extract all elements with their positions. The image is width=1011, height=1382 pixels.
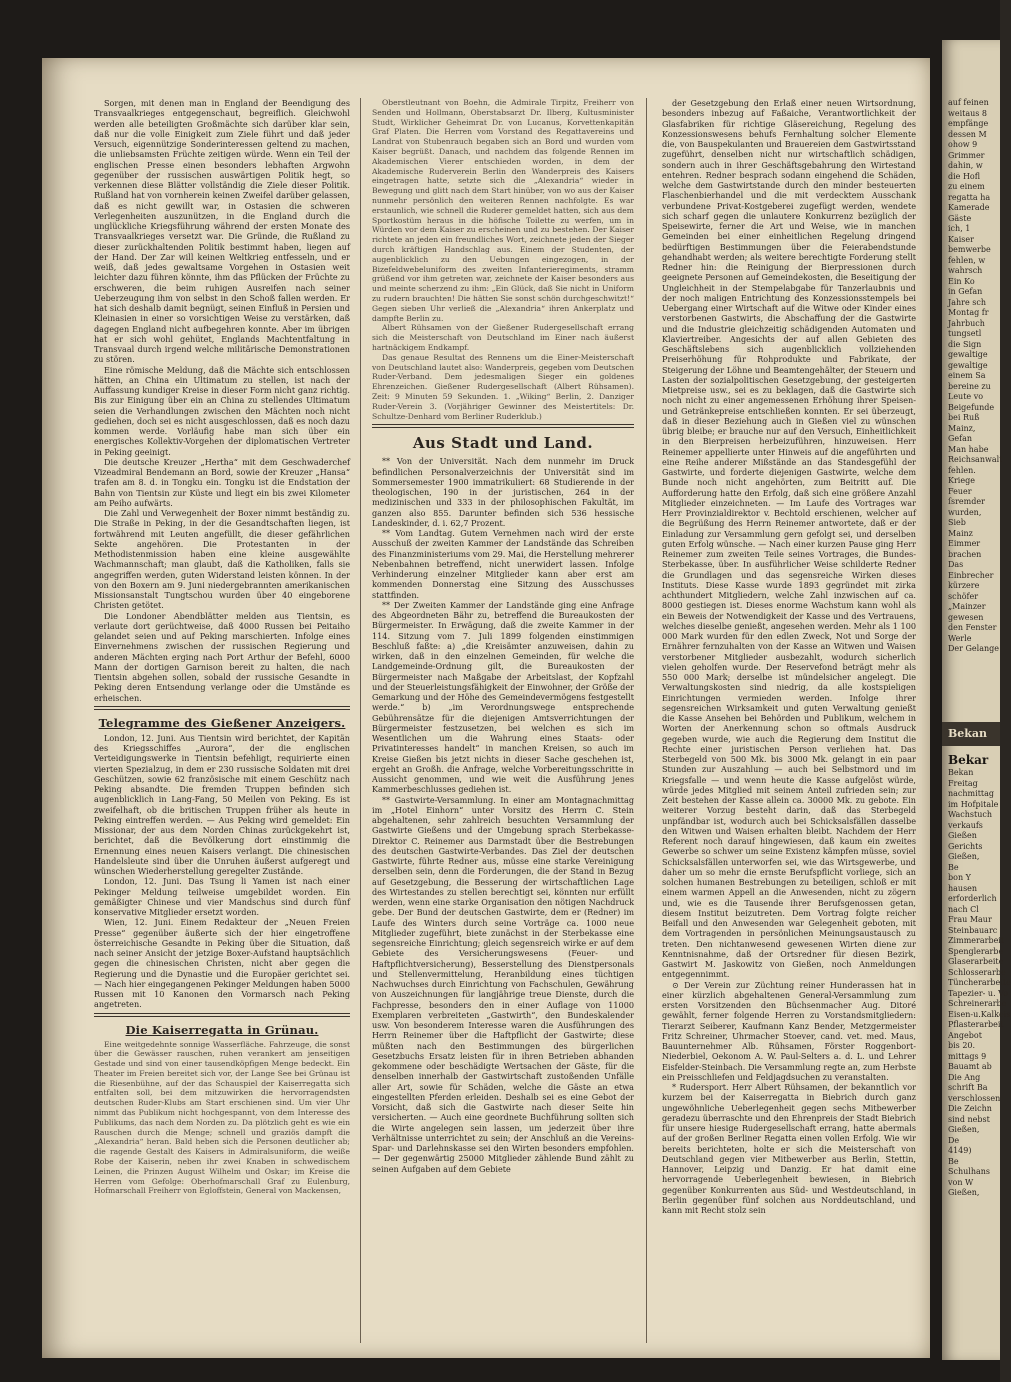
section-divider [94,706,350,710]
facing-page-text-bottom [942,752,1011,1199]
facing-page-line: Man habe [948,444,989,454]
facing-page-line: Schulhans [948,1167,991,1176]
facing-page-line: empfänge [948,119,989,128]
facing-page-line: Die Zeichn [948,1104,992,1113]
facing-page-line: bereine zu [948,381,991,391]
facing-page-line: hausen [948,883,978,893]
column-2 [372,98,634,1348]
facing-page-line: regatta ha [948,192,991,202]
facing-page-line: fehlen. [948,465,976,475]
facing-page-line: Glaserarbeite [948,957,1004,966]
facing-page-line: Gäste [948,213,972,223]
facing-page-line: Grimmer [948,150,985,160]
column-1 [94,98,350,1348]
facing-page-line: „Mainzer [948,602,986,611]
facing-page-line: schrift Ba [948,1083,988,1092]
facing-page-line: erforderlich [948,894,997,903]
paragraph: London, 12. Juni. Aus Tientsin wird berichtet, der Kapitän des Kriegsschiffes „Aurora“, der die englischen Verteidigungswerke in Tientsin befehligt, requirierte einen vierten Spezialzug, in dem er 230 russische Soldaten mit drei Geschützen, sowie 62 französische mit einem Geschütz nach Peking absandte. Die fremden Truppen befinden sich augenblicklich in Lang-Fang, 50 Meilen von Peking. Es ist zweifelhaft, ob die britischen Truppen früher als heute in Peking eintreffen werden. — Aus Peking wird gemeldet: Ein Missionar, der aus dem Norden Chinas zurückgekehrt ist, berichtet, daß die Bevölkerung dort einstimmig die Ernennung eines neuen Kaisers verlangt. Die chinesischen Handelsleute sind über die Unruhen äußerst aufgeregt und wünschen Wiederherstellung geregelter Zustände. [94,732,350,876]
facing-page-line: bemwerbe [948,245,991,254]
facing-page-line: sind nebst [948,1114,990,1124]
facing-page-heading: Bekar [948,753,989,767]
paragraph: Eine römische Meldung, daß die Mächte sich entschlossen hätten, an China ein Ultimatum zu stellen, ist nach der Auffassung kundiger Kreise in dieser Form nicht ganz richtig. Bis zur Einigung über ein an China zu stellendes Ultimatum seien die Verhandlungen zwischen den Mächten noch nicht gediehen, doch sei es nicht ausgeschlossen, daß es noch dazu kommen werde. Vorläufig habe man sich über ein energisches Kollektiv-Vorgehen der diplomatischen Vertreter in Peking geeinigt. [94,364,350,457]
paragraph: ** Vom Landtag. Gutem Vernehmen nach wird der erste Ausschuß der zweiten Kammer der Landstände das Schreiben des Finanzministeriums vom 29. Mai, die Herstellung mehrerer Nebenbahnen betreffend, nicht unerwidert lassen. Infolge Verhinderung einzelner Mitglieder kann aber erst am kommenden Donnerstag eine Sitzung des Ausschusses stattfinden. [372,528,634,600]
paragraph: Sorgen, mit denen man in England der Beendigung des Transvaalkrieges entgegenschaut, begreiflich. Gleichwohl werden alle beteiligten Großmächte sich darüber klar sein, daß nur die volle Einigkeit zum Ziele führt und daß jeder Versuch, eigennützige Sonderinteressen geltend zu machen, die unliebsamsten Früchte zeitigen würde. Wenn ein Teil der englischen Presse einen besonders lebhaften Argwohn gegenüber der russischen auswärtigen Politik hegt, so verkennen diese Blätter vollständig die Ziele dieser Politik. Rußland hat von vornherein keinen Zweifel darüber gelassen, daß es nicht gewillt war, in Ostasien die schweren Verlegenheiten auszunützen, in die England durch die unglückliche Kriegsführung während der ersten Monate des Transvaalkrieges versetzt war. Die Gründe, die Rußland zu dieser zurückhaltenden Politik bestimmt haben, liegen auf der Hand. Der Zar will keinen Weltkrieg entfesseln, und er weiß, daß jedes gewaltsame Vorgehen in Ostasien weit leichter dazu führen könnte, ihm das Pflücken der Früchte zu erschweren, die beim ruhigen Ausreifen nach seiner Ueberzeugung ihm von selbst in den Schoß fallen werden. Er hat sich deshalb damit begnügt, seinen Einfluß in Persien und Kleinasien in einer so vorsichtigen Weise zu verstärken, daß dagegen England nicht aufbegehren konnte. Aber im übrigen hat er sich wohl gehütet, Englands Machtentfaltung in Transvaal durch irgend welche militärische Demonstrationen zu stören. [94,98,350,365]
facing-page-line: Steinbauarc [948,925,998,935]
facing-page-line: Mainz [948,528,973,538]
facing-page-line: einem Sa [948,371,986,380]
facing-page-line: nachmittag [948,789,995,798]
facing-page-line: mittags 9 [948,1051,987,1061]
facing-page-line: ich, 1 [948,224,971,233]
facing-page-line: von W [948,1177,974,1187]
facing-page-edge [942,40,1011,1360]
facing-page-line: Kriege [948,476,975,485]
facing-page-line: Gießen [948,831,977,840]
paragraph: London, 12. Juni. Das Tsung li Yamen ist nach einer Pekinger Meldung teilweise umgebildet worden. Ein gemäßigter Chinese und vier Mandschus sind durch fünf konservative Mitglieder ersetzt worden. [94,876,350,917]
facing-page-line: Be [948,862,959,872]
facing-page-line: dessen M [948,129,987,139]
facing-page-line: bis 20. [948,1041,976,1050]
facing-page-line: Leute vo [948,392,984,401]
column-3 [662,98,916,1348]
facing-page-line: Die Ang [948,1072,981,1082]
facing-page-line: den Fenster [948,623,997,632]
facing-page-line: Kamerade [948,203,990,212]
facing-page-line: Das [948,560,964,569]
facing-page-ad-box [942,722,1000,746]
facing-page-line: Spenglerarbe [948,946,1004,956]
facing-page-line: weitaus 8 [948,108,988,118]
facing-page-line: Der Gelange [948,644,999,653]
facing-page-line: im Hofpitale [948,799,999,809]
paragraph: Eine weitgedehnte sonnige Wasserfläche. Fahrzeuge, die sonst über die Gewässer rauschen, ruhen verankert am jenseitigen Gestade und sind von einer tausendköpfigen Menge bedeckt. Ein Theater im Freien bereitet sich vor, der Lange See bei Grünau ist die Riesenbühne, auf der das Schauspiel der Kaiserregatta sich entfalten soll, bei dem mitzuwirken die hervorragendsten deutschen Ruder-Klubs am Start erschienen sind. Um vier Uhr nimmt das Publikum nicht hochgespannt, von dem Interesse des Publikums, das nach dem Norden zu. Da plötzlich geht es wie ein Rauschen durch die Menge; schnell und graziös dampft die „Alexandria“ heran. Bald heben sich die Personen deutlicher ab; die ragende Gestalt des Kaisers in Admiralsuniform, die weiße Robe der Kaiserin, neben ihr zwei Knaben in schwedischem Leinen, die Prinzen August Wilhelm und Oskar; im Kreise die Herren vom Gefolge: Oberhofmarschall Graf zu Eulenburg, Hofmarschall Freiherr von Egloffstein, General von Mackensen, [94,1039,350,1196]
facing-page-line: Eimmer [948,539,981,548]
section-divider [372,424,634,428]
facing-page-line: Jahre sch [948,297,986,307]
facing-page-line: Bauamt ab [948,1062,992,1071]
paragraph: Oberstleutnant von Boehn, die Admirale Tirpitz, Freiherr von Senden und Hollmann, Oberstabsarzt Dr. Ilberg, Kultusminister Studt, Wirklicher Geheimrat Dr. von Lucanus, Korvettenkapitän Graf Platen. Die Herren vom Vorstand des Regattavereins und Landrat von Stubenrauch begaben sich an Bord und wurden vom Kaiser begrüßt. Danach, und nachdem das folgende Rennen im Akademischen Vierer entschieden worden, in dem der Akademische Ruderverein Berlin den Wanderpreis des Kaisers eingetragen hatte, setzte sich die „Alexandria“ wieder in Bewegung und glitt nach dem Start hinüber, von wo aus der Kaiser nunmehr persönlich den weiteren Rennen nachfolgte. Es war erstaunlich, wie schnell die Ruderer gemeldet hatten, sich aus dem Sportkostüm heraus in die höfische Toilette zu werfen, um in Würden vor dem Kaiser zu erscheinen und zu bestehen. Der Kaiser richtete an jeden ein freundliches Wort, zeichnete jeden der Sieger durch kräftigen Handschlag aus. Einem der Studenten, der augenblicklich zu den Uebungen eingezogen, in der Bizefeldwebeluniform des zweiten Infanterieregiments, stramm grüßend vor ihm getreten war, zeichnete der Kaiser besonders aus und meinte scherzend zu ihm: „Ein Glück, daß Sie nicht in Uniform zu rudern brauchten! Die hätten Sie sonst schön durchgeschwitzt!“ Gegen sieben Uhr verließ die „Alexandria“ ihren Ankerplatz und dampfte Berlin zu. [372,98,634,323]
facing-page-line: gewesen [948,612,984,622]
facing-page-line: Eisen-u.Kalkeis [948,1009,1011,1019]
newspaper-page [42,58,930,1358]
paragraph: Die Londoner Abendblätter melden aus Tientsin, es verlaute dort gerüchtweise, daß 4000 Russen bei Peitaiho gelandet seien und auf Peking marschierten. Infolge eines Einvernehmens zwischen der russischen Regierung und anderen Mächten erging nach Port Arthur der Befehl, 6000 Mann der dortigen Garnison bereit zu halten, die nach Tientsin abgehen sollen, sobald der russische Gesandte in Peking deren Entsendung verlange oder die Umstände es erheischen. [94,610,350,703]
facing-page-line: Ein Ko [948,276,975,286]
facing-page-line: Tapezier- u. Vo [948,988,1009,998]
facing-page-line: in Gefan [948,287,983,296]
facing-page-line: 4149) [948,1146,972,1155]
facing-page-line: Bekan [948,768,974,777]
facing-page-line: Kaiser [948,234,974,244]
facing-page-line: Feuer [948,486,972,496]
facing-page-line: Sieb [948,518,966,527]
paragraph: der Gesetzgebung den Erlaß einer neuen Wirtsordnung, besonders inbezug auf Faßaiche, Verantwortlichkeit der Glasfabriken für richtige Gläsereichung, Regelung des Konzessionswesens behufs Fernhaltung solcher Elemente die, von Bauspekulanten und Brauereien dem Gastwirtsstand zugeführt, denselben nicht nur wirtschaftlich schädigen, sondern auch in ihrer Geschäftsgebahrung den Wirtestand entehren. Redner besprach sodann eingehend die Schäden, welche dem Gastwirtstande durch den minder besteuerten Flaschenbierhandel und die mit verdecktem Ausschank verbundene Privat-Kostgeberei zugefügt werden, wendete sich scharf gegen die unlautere Konkurrenz bezüglich der Speisewirte, ferner die Art und Weise, wie in manchen Gemeinden bei einer einheitlichen Regelung dringend bedürftigen Bestimmungen über die Feierabendstunde gehandhabt werden; als weitere berechtigte Forderung stellt Redner hin: die Reinigung der Bierpressionen durch geeignete Personen auf Gemeindekosten, die Beseitigung der Ungleichheit in der Stempelabgabe für Tanzerlaubnis und der noch maligen Entrichtung des Konzessionsstempels bei Uebergang einer Wirtschaft auf die Witwe oder Kinder eines verstorbenen Gastwirts, die Abschaffung der die Gastwirte und die Industrie gleichzeitig schädigenden Automaten und Klaviertreiber. Angesichts der auf allen Gebieten des Geschäftslebens sich augenblicklich vollziehenden Preiserhöhung für Rohprodukte und Fabrikate, der Steigerung der Löhne und Beamtengehälter, der Steuern und Lasten der sozialpolitischen Gesetzgebung, der gesteigerten Mietpreise usw., sei es zu beklagen, daß die Gastwirte sich noch nicht zu einer angemessenen Erhöhung ihrer Speisen- und Getränkepreise entschließen konnten. Er sei überzeugt, daß in dieser Beziehung auch in Gießen viel zu wünschen übrig bleibe; er brauche nur auf den Versuch, Einheitlichkeit in den Bierpreisen herbeizuführen, hinzuweisen. Herr Reinemer appellierte unter Hinweis auf die angeführten und eine Reihe anderer Mißstände an das Standesgefühl der Gastwirte, und forderte diejenigen Gastwirte, welche dem Bunde noch nicht angehörten, zum Beitritt auf. Die Aufforderung hatte den Erfolg, daß sich eine größere Anzahl Mitglieder einzeichneten. — Im Laufe des Vortrages war Herr Provinzialdirektor v. Bechtold erschienen, welcher auf die Begrüßung des Herrn Reinemer antwortete, daß er der Einladung zur Versammlung gern gefolgt sei, und derselben guten Erfolg wünsche. — Nach einer kurzen Pause ging Herr Reinemer zum zweiten Teile seines Vortrages, die Bundes-Sterbekasse, über. In ausführlicher Weise schilderte Redner die Grundlagen und das segensreiche Wirken dieses Instituts. Diese Kasse wurde 1893 gegründet mit zirka achthundert Mitgliedern, welche Zahl inzwischen auf ca. 8000 gestiegen ist. Dieses enorme Wachstum kann wohl als ein Beweis der Notwendigkeit der Kasse und des Vertrauens, welches dieselbe genießt, angesehen werden. Mehr als 1 100 000 Mark wurden für den edlen Zweck, Not und Sorge der Ernährer fernzuhalten von der Kasse an Witwen und Waisen verstorbener Mitglieder ausbezahlt, wodurch sicherlich vielen geholfen wurde. Der Reservefond beträgt mehr als 550 000 Mark; derselbe ist mündelsicher angelegt. Die Verwaltungskosten sind niedrig, da alle kostspieligen Einrichtungen vermieden werden. Infolge ihrer segensreichen Wirksamkeit und guten Verwaltung genießt die Kasse Ansehen bei Behörden und Publikum, welchem in Worten der Anerkennung schon so oftmals Ausdruck gegeben wurde, wie auch die Regierung dem Institut die Rechte einer juristischen Person verliehen hat. Das Sterbegeld von 500 Mk. bis 3000 Mk. gelangt in ein paar Stunden zur Auszahlung — auch bei Selbstmord und im Kriegsfalle — und wenn heute die Kasse aufgelöst würde, würde jedes Mitglied mit seinem Anteil zufrieden sein; zur Zeit bestehen der Kasse allein ca. 30000 Mk. zu gebote. Ein weiterer Vorzug besteht darin, daß das Sterbegeld unpfändbar ist, wodurch auch bei Schicksalsfällen dasselbe den Witwen und Waisen erhalten bleibt. Nachdem der Herr Referent noch darauf hingewiesen, daß kaum ein zweites Gewerbe so schwer um seine Existenz kämpfen müsse, soviel Schicksalsfällen unterworfen sei, wie das Wirtsgewerbe, und daher um so mehr die ernste Berufspflicht vorliege, sich an solchen humanen Bestrebungen zu beteiligen, schloß er mit einem warmen Appell an die Anwesenden, nicht zu zögern und, wie es die Tausende ihrer Berufsgenossen getan, diesem Institut beizutreten. Dem Vortrag folgte reicher Beifall und den Anwesenden war Gelegenheit geboten, mit dem Vortragenden in persönlichen Meinungsaustausch zu treten. Den nichtanwesend gewesenen Wirten diene zur Kenntnisnahme, daß der Ortsredner für diesen Bezirk, Gastwirt M. Jaskowitz von Gießen, noch Anmeldungen entgegennimmt. [662,98,916,980]
facing-page-line: Schlosserarbe [948,967,1006,977]
paragraph: * Rudersport. Herr Albert Rühsamen, der bekanntlich vor kurzem bei der Kaiserregatta in Biebrich durch ganz ungewöhnliche Ueberlegenheit gegen sechs Mitbewerber geradezu überraschte und den Ehrenpreis der Stadt Biebrich für unsere hiesige Rudergesellschaft errang, hatte abermals auf der großen Berliner Regatta einen vollen Erfolg. Wie wir bereits berichteten, holte er sich die Meisterschaft von Deutschland gegen vier Mitbewerber aus Berlin, Stettin, Hannover, Leipzig und Danzig. Er hat damit eine hervorragende Ueberlegenheit bewiesen, in Biebrich gegenüber Konkurrenten aus Süd- und Westdeutschland, in Berlin gegenüber fünf solchen aus Norddeutschland, und kann mit Recht stolz sein [662,1082,916,1215]
facing-page-line: die Hofl [948,171,981,181]
section-heading-telegrams: Telegramme des Gießener Anzeigers. [98,715,346,730]
paragraph: Wien, 12. Juni. Einem Redakteur der „Neuen Freien Presse“ gegenüber äußerte sich der hier eingetroffene österreichische Gesandte in Peking über die Situation, daß nach seiner Ansicht der jetzige Boxer-Aufstand hauptsächlich gegen die chinesischen Christen, nicht aber gegen die Regierung und die Dynastie und die Europäer gerichtet sei. — Nach hier eingegangenen Pekinger Meldungen haben 5000 Russen mit 10 Kanonen den Vormarsch nach Peking angetreten. [94,917,350,1010]
facing-page-line: Freitag [948,778,978,788]
paragraph: ⊙ Der Verein zur Züchtung reiner Hunderassen hat in einer kürzlich abgehaltenen General-Versammlung zum ersten Vorsitzenden den Büchsenmacher Aug. Ditoré gewählt, ferner folgende Herren zu Vorstandsmitgliedern: Tierarzt Seiberer, Kaufmann Kanz Bender, Metzgermeister Fritz Schreiner, Uhrmacher Stoever, cand. vet. med. Maus, Bauunternehmer Alb. Rühsamen, Förster Roggenbort-Niederbiel, Oekonom A. W. Paul-Selters a. d. L. und Lehrer Eisfelder-Steinbach. Die Versammlung regte an, zum Herbste ein Preisschliefen und Feldjagdsuchen zu veranstalten. [662,979,916,1082]
facing-page-line: Mainz, [948,423,976,433]
facing-page-line: schöfer [948,591,979,601]
facing-page-line: Reichsanwalt [948,455,1003,464]
facing-page-line: Gießen, [948,852,980,861]
paragraph: ** Der Zweiten Kammer der Landstände ging eine Anfrage des Abgeordneten Bähr zu, betreffend die Bureaukosten der Bürgermeister. In Erwägung, daß die zweite Kammer in der 114. Sitzung vom 7. Juli 1899 folgenden einstimmigen Beschluß faßte: a) „die Kreisämter anzuweisen, dahin zu wirken, daß in den einzelnen Gemeinden, für welche die Landgemeinde-Ordnung gilt, die Bureaukosten der Bürgermeister nach Maßgabe der Arbeitslast, der Kopfzahl und der Steuerleistungsfähigkeit der Einwohner, der Größe der Gemarkung und der Höhe des Gemeindevermögens festgestellt werde.“ b) „im Verordnungswege entsprechende Gebührensätze für die diejenigen Amtsverrichtungen der Bürgermeister festzusetzen, bei welchen es sich im Wesentlichen um die Wahrung eines Staats- oder Privatinteresses handelt“ in manchen Kreisen, so auch im Kreise Gießen bis jetzt nichts in dieser Sache geschehen ist, ergeht an Großh. die Anfrage, welche Vorbereitungsschritte in Aussicht genommen, und wie weit die Ausführung jenes Kammerbeschlusses gediehen ist. [372,599,634,795]
facing-page-line: gewaltige [948,350,988,359]
facing-page-line: De [948,1135,960,1145]
column-rule [646,98,647,1343]
facing-page-line: Wachstuch [948,810,993,819]
facing-page-line: bei Ruß [948,413,980,422]
facing-page-line: Angebot [948,1030,982,1040]
section-heading-stadt-und-land: Aus Stadt und Land. [412,434,594,453]
facing-page-line: auf feinen [948,98,989,107]
facing-page-line: nach Cl [948,904,979,914]
paragraph: Die Zahl und Verwegenheit der Boxer nimmt beständig zu. Die Straße in Peking, in der die Gesandtschaften liegen, ist fortwährend mit Leuten angefüllt, die dieser gefährlichen Sekte angehören. Die Protestanten in der Methodistenmission haben eine kleine ausgewählte Wachmannschaft; man glaubt, daß die Katholiken, falls sie angegriffen werden, guten Widerstand leisten können. In der von den Boxern am 9. Juni niedergebrannten amerikanischen Missionsanstalt Tungtschou wurden über 40 eingeborene Christen getötet. [94,508,350,611]
paragraph: Albert Rühsamen von der Gießener Rudergesellschaft errang sich die Meisterschaft von Deutschland im Einer nach äußerst hartnäckigem Endkampf. [372,323,634,352]
facing-page-line: Schreinerarbe [948,999,1007,1008]
section-heading-regatta: Die Kaiserregatta in Grünau. [125,1022,319,1037]
facing-page-line: Montag fr [948,308,989,317]
facing-page-line: zu einem [948,182,985,191]
facing-page-line: ohow 9 [948,140,978,149]
section-divider [94,1013,350,1017]
facing-page-text-top [942,98,1003,655]
paragraph: ** Gastwirte-Versammlung. In einer am Montagnachmittag im „Hotel Einhorn“ unter Vorsitz des Herrn C. Stein abgehaltenen, sehr zahlreich besuchten Versammlung der Gastwirte Gießens und der Umgebung sprach Sterbekasse-Direktor C. Reinemer aus Darmstadt über die Bestrebungen des deutschen Gastwirte-Verbandes. Das Ziel der deutschen Gastwirte, führte Redner aus, müsse eine starke Vereinigung derselben sein, denn die Forderungen, die der Stand in Bezug auf Gesetzgebung, die Besserung der wirtschaftlichen Lage des Wirtestandes zu stellen berechtigt sei, könnten nur erfüllt werden, wenn eine starke Organisation den nötigen Nachdruck gebe. Der Bund der deutschen Gastwirte, dem er (Redner) im Laufe des Winters durch seine Vorträge ca. 1000 neue Mitglieder zugeführt, biete zunächst in der Sterbekasse eine segensreiche Einrichtung; gleich segensreich wirke er auf dem Gebiete des Versicherungswesens (Feuer- und Haftpflichtversicherung), Besserstellung des Dienstpersonals und Stellenvermittelung, Heranbildung eines tüchtigen Nachwuchses durch Einrichtung von Fachschulen, Gewährung von Auszeichnungen für langjährige treue Dienste, durch die Fachpresse, besonders den in einer Auflage von 11000 Exemplaren verbreiteten „Gastwirth“, den Bundeskalender usw. Von besonderem Interesse waren die Ausführungen des Herrn Reinemer über die Haftpflicht der Gastwirte; diese müßten nach den Bestimmungen des bürgerlichen Gesetzbuchs Ersatz leisten für in ihren Betrieben abhanden gekommene oder beschädigte Wertsachen der Gäste, für die denselben innerhalb der Gastwirtschaft zustoßenden Unfälle aller Art, sowie für Schäden, welche die Gäste an etwa eingestellten Pferden erleiden. Deshalb sei es eine Gebot der Vorsicht, daß sich die Gastwirte nach dieser Seite hin versicherten. — Auch eine geordnete Buchführung sollten sich die Wirte angelegen sein lassen, um jederzeit über ihre Verhältnisse unterrichtet zu sein; der Anschluß an die Vereins-Spar- und Darlehnskasse sei den Wirten besonders empfohlen. — Der gegenwärtig 25000 Mitglieder zählende Bund zählt zu seinen Aufgaben auf dem Gebiete [372,794,634,1174]
paragraph: Das genaue Resultat des Rennens um die Einer-Meisterschaft von Deutschland lautet also: Wanderpreis, gegeben vom Deutschen Ruder-Verband. Dem jedesmaligen Sieger ein goldenes Ehrenzeichen. Gießener Rudergesellschaft (Albert Rühsamen). Zeit: 9 Minuten 59 Sekunden. 1. „Wiking“ Berlin, 2. Danziger Ruder-Verein 3. (Vorjähriger Gewinner des Meistertitels: Dr. Schultze-Denhard vom Berliner Ruderklub.) [372,352,634,421]
paragraph: ** Von der Universität. Nach dem nunmehr im Druck befindlichen Personalverzeichnis der Universität sind im Sommersemester 1900 immatrikuliert: 68 Studierende in der theologischen, 190 in der juristischen, 264 in der medizinischen und 333 in der philosophischen Fakultät, im ganzen also 855. Darunter befinden sich 536 hessische Landeskinder, d. i. 62,7 Prozent. [372,456,634,528]
facing-page-line: tungsetl [948,329,982,338]
facing-page-line: Beigefunde [948,402,995,412]
facing-page-line: die Sign [948,339,982,349]
facing-page-line: Gießen, [948,1125,980,1134]
column-rule [360,98,361,1343]
facing-page-line: Gießen, [948,1188,980,1197]
paragraph: Die deutsche Kreuzer „Hertha“ mit dem Geschwaderchef Vizeadmiral Bendemann an Bord, sowie der Kreuzer „Hansa“ trafen am 8. d. in Tongku ein. Tongku ist die Endstation der Bahn von Tientsin zur Küste und liegt ein bis zwei Kilometer am Peiho aufwärts. [94,456,350,508]
facing-page-line: gewaltige [948,360,988,370]
ad-box-label: Bekan [948,727,988,740]
facing-page-line: Jahrbuch [948,318,985,328]
facing-page-line: Gerichts [948,841,983,851]
facing-page-line: wurden, [948,507,982,517]
facing-page-line: Pflasterarbeit [948,1020,1004,1029]
facing-page-line: verkaufs [948,820,983,830]
facing-page-line: Be [948,1156,959,1166]
facing-page-line: verschlossen [948,1093,1001,1103]
facing-page-line: Gefan [948,434,973,443]
facing-page-line: Frau Maur [948,915,992,924]
facing-page-line: brachen [948,549,982,559]
facing-page-line: kürzere [948,581,980,590]
facing-page-line: ſsremder [948,497,985,506]
facing-page-line: Tüncherarbeite [948,978,1011,987]
facing-page-line: dahin, w [948,161,983,170]
facing-page-line: wahrsch [948,266,983,275]
facing-page-line: bon Y [948,873,971,882]
facing-page-line: Werle [948,633,972,643]
facing-page-line: Zimmerarbeit [948,936,1005,945]
facing-page-line: Einbrecher [948,570,994,580]
facing-page-line: fehlen, w [948,255,986,265]
